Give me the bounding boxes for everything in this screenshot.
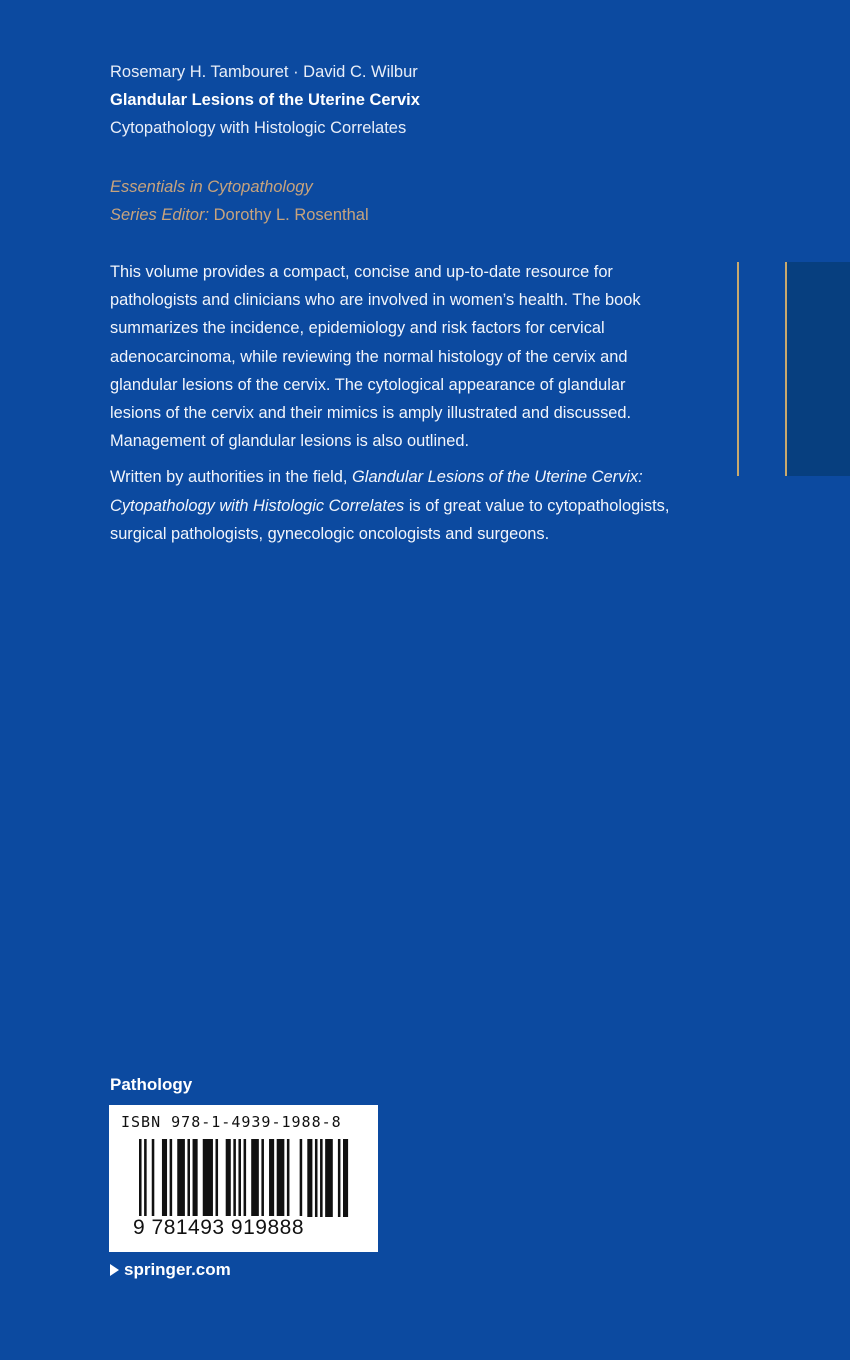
barcode-bar — [307, 1139, 312, 1217]
description-paragraph-2-tail: is of great value to cytopathologists, surgical pathologists, gynecologic oncologists and surgeons. — [110, 496, 670, 543]
spine-accent-block — [785, 262, 850, 476]
barcode-bar — [170, 1139, 173, 1217]
series-editor-label: Series Editor: — [110, 206, 210, 224]
barcode-bar — [233, 1139, 236, 1217]
barcode-bar — [238, 1139, 241, 1217]
series-editor-name: Dorothy L. Rosenthal — [213, 206, 369, 224]
gold-rule — [737, 262, 739, 476]
barcode-bar — [269, 1139, 274, 1217]
isbn-barcode — [109, 1105, 378, 1252]
barcode-bar — [277, 1139, 285, 1217]
barcode-bar — [315, 1139, 318, 1217]
book-title: Glandular Lesions of the Uterine Cervix — [110, 91, 420, 109]
barcode-bar — [216, 1139, 219, 1217]
barcode-bar — [177, 1139, 185, 1217]
triangle-arrow-icon — [110, 1264, 119, 1276]
barcode-digits: 9 781493 919888 — [133, 1216, 304, 1239]
barcode-bar — [300, 1139, 303, 1217]
description-paragraph-2-lead: Written by authorities in the field, — [110, 468, 353, 487]
book-description — [110, 258, 680, 548]
series-info — [110, 173, 710, 229]
barcode-bar — [187, 1139, 190, 1217]
barcode-bar — [162, 1139, 167, 1217]
barcode-bar — [193, 1139, 198, 1217]
publisher-url: springer.com — [124, 1260, 231, 1279]
barcode-bar — [287, 1139, 290, 1217]
authors: Rosemary H. Tambouret · David C. Wilbur — [110, 63, 418, 81]
cover-header — [110, 62, 710, 229]
book-subtitle: Cytopathology with Histologic Correlates — [110, 119, 407, 137]
barcode-bar — [343, 1139, 348, 1217]
barcode-bar — [320, 1139, 323, 1217]
barcode-bar — [325, 1139, 333, 1217]
barcode-bar — [203, 1139, 213, 1217]
description-paragraph-1: This volume provides a compact, concise and up-to-date resource for pathologists and clinicians who are involved in women’s health. The book summarizes the incidence, epidemiology and risk factors for cervical adenocarcinoma, while reviewing the normal histology of the cervix and glandular lesions of the cervix. The cytological appearance of glandular lesions of the cervix and their mimics is amply illustrated and discussed. Management of glandular lesions is also outlined. — [110, 263, 641, 451]
isbn-label: ISBN 978-1-4939-1988-8 — [121, 1113, 342, 1131]
series-name: Essentials in Cytopathology — [110, 178, 313, 196]
publisher-link[interactable] — [110, 1259, 231, 1281]
barcode-bar — [152, 1139, 155, 1217]
description-paragraph-2 — [110, 463, 680, 548]
barcode-bar — [338, 1139, 341, 1217]
subject-category: Pathology — [110, 1075, 193, 1094]
barcode-bar — [244, 1139, 247, 1217]
description-paragraph-2-title: Glandular Lesions of the Uterine Cervix: Cytopathology with Histologic Correlates — [110, 468, 643, 515]
series-editor — [110, 201, 710, 229]
barcode-bar — [226, 1139, 231, 1217]
